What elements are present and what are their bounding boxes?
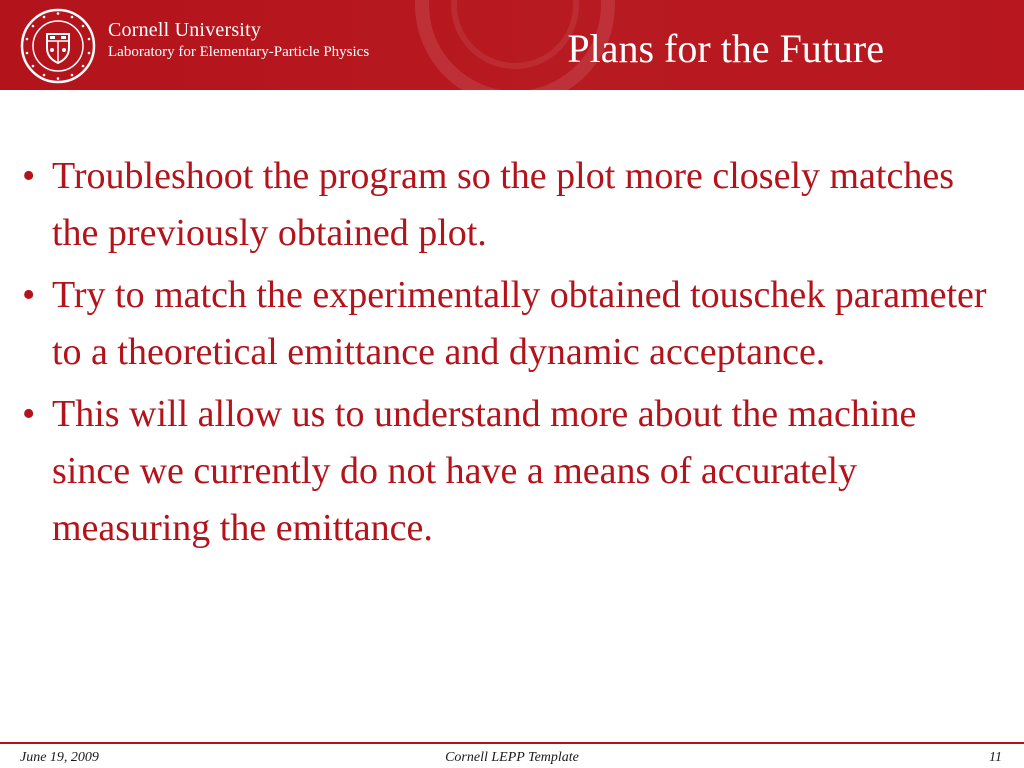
bullet-list [22,148,1002,557]
slide-body [22,148,1002,562]
bullet-text: This will allow us to understand more about the machine since we currently do not have a means of accurately measuring the emittance. [52,393,917,549]
page-number: 11 [989,750,1002,765]
footer-date: June 19, 2009 [20,750,99,765]
slide-header [0,0,1024,90]
bullet-icon: • [22,274,36,316]
org-block [108,18,369,62]
slide-title: Plans for the Future [567,26,884,71]
bullet-item [22,148,1002,262]
bullet-item [22,386,1002,557]
org-name: Cornell University [108,19,262,41]
bullet-text: Try to match the experimentally obtained touschek parameter to a theoretical emittance and dynamic acceptance. [52,274,987,373]
bullet-icon: • [22,393,36,435]
footer-divider [0,742,1024,744]
footer-template-name: Cornell LEPP Template [445,750,579,765]
bullet-icon: • [22,155,36,197]
cornell-seal-icon [20,8,96,84]
bullet-text: Troubleshoot the program so the plot more closely matches the previously obtained plot. [52,155,954,254]
org-lab-name: Laboratory for Elementary-Particle Physics [108,44,370,60]
bullet-item [22,267,1002,381]
slide-footer [0,748,1024,768]
